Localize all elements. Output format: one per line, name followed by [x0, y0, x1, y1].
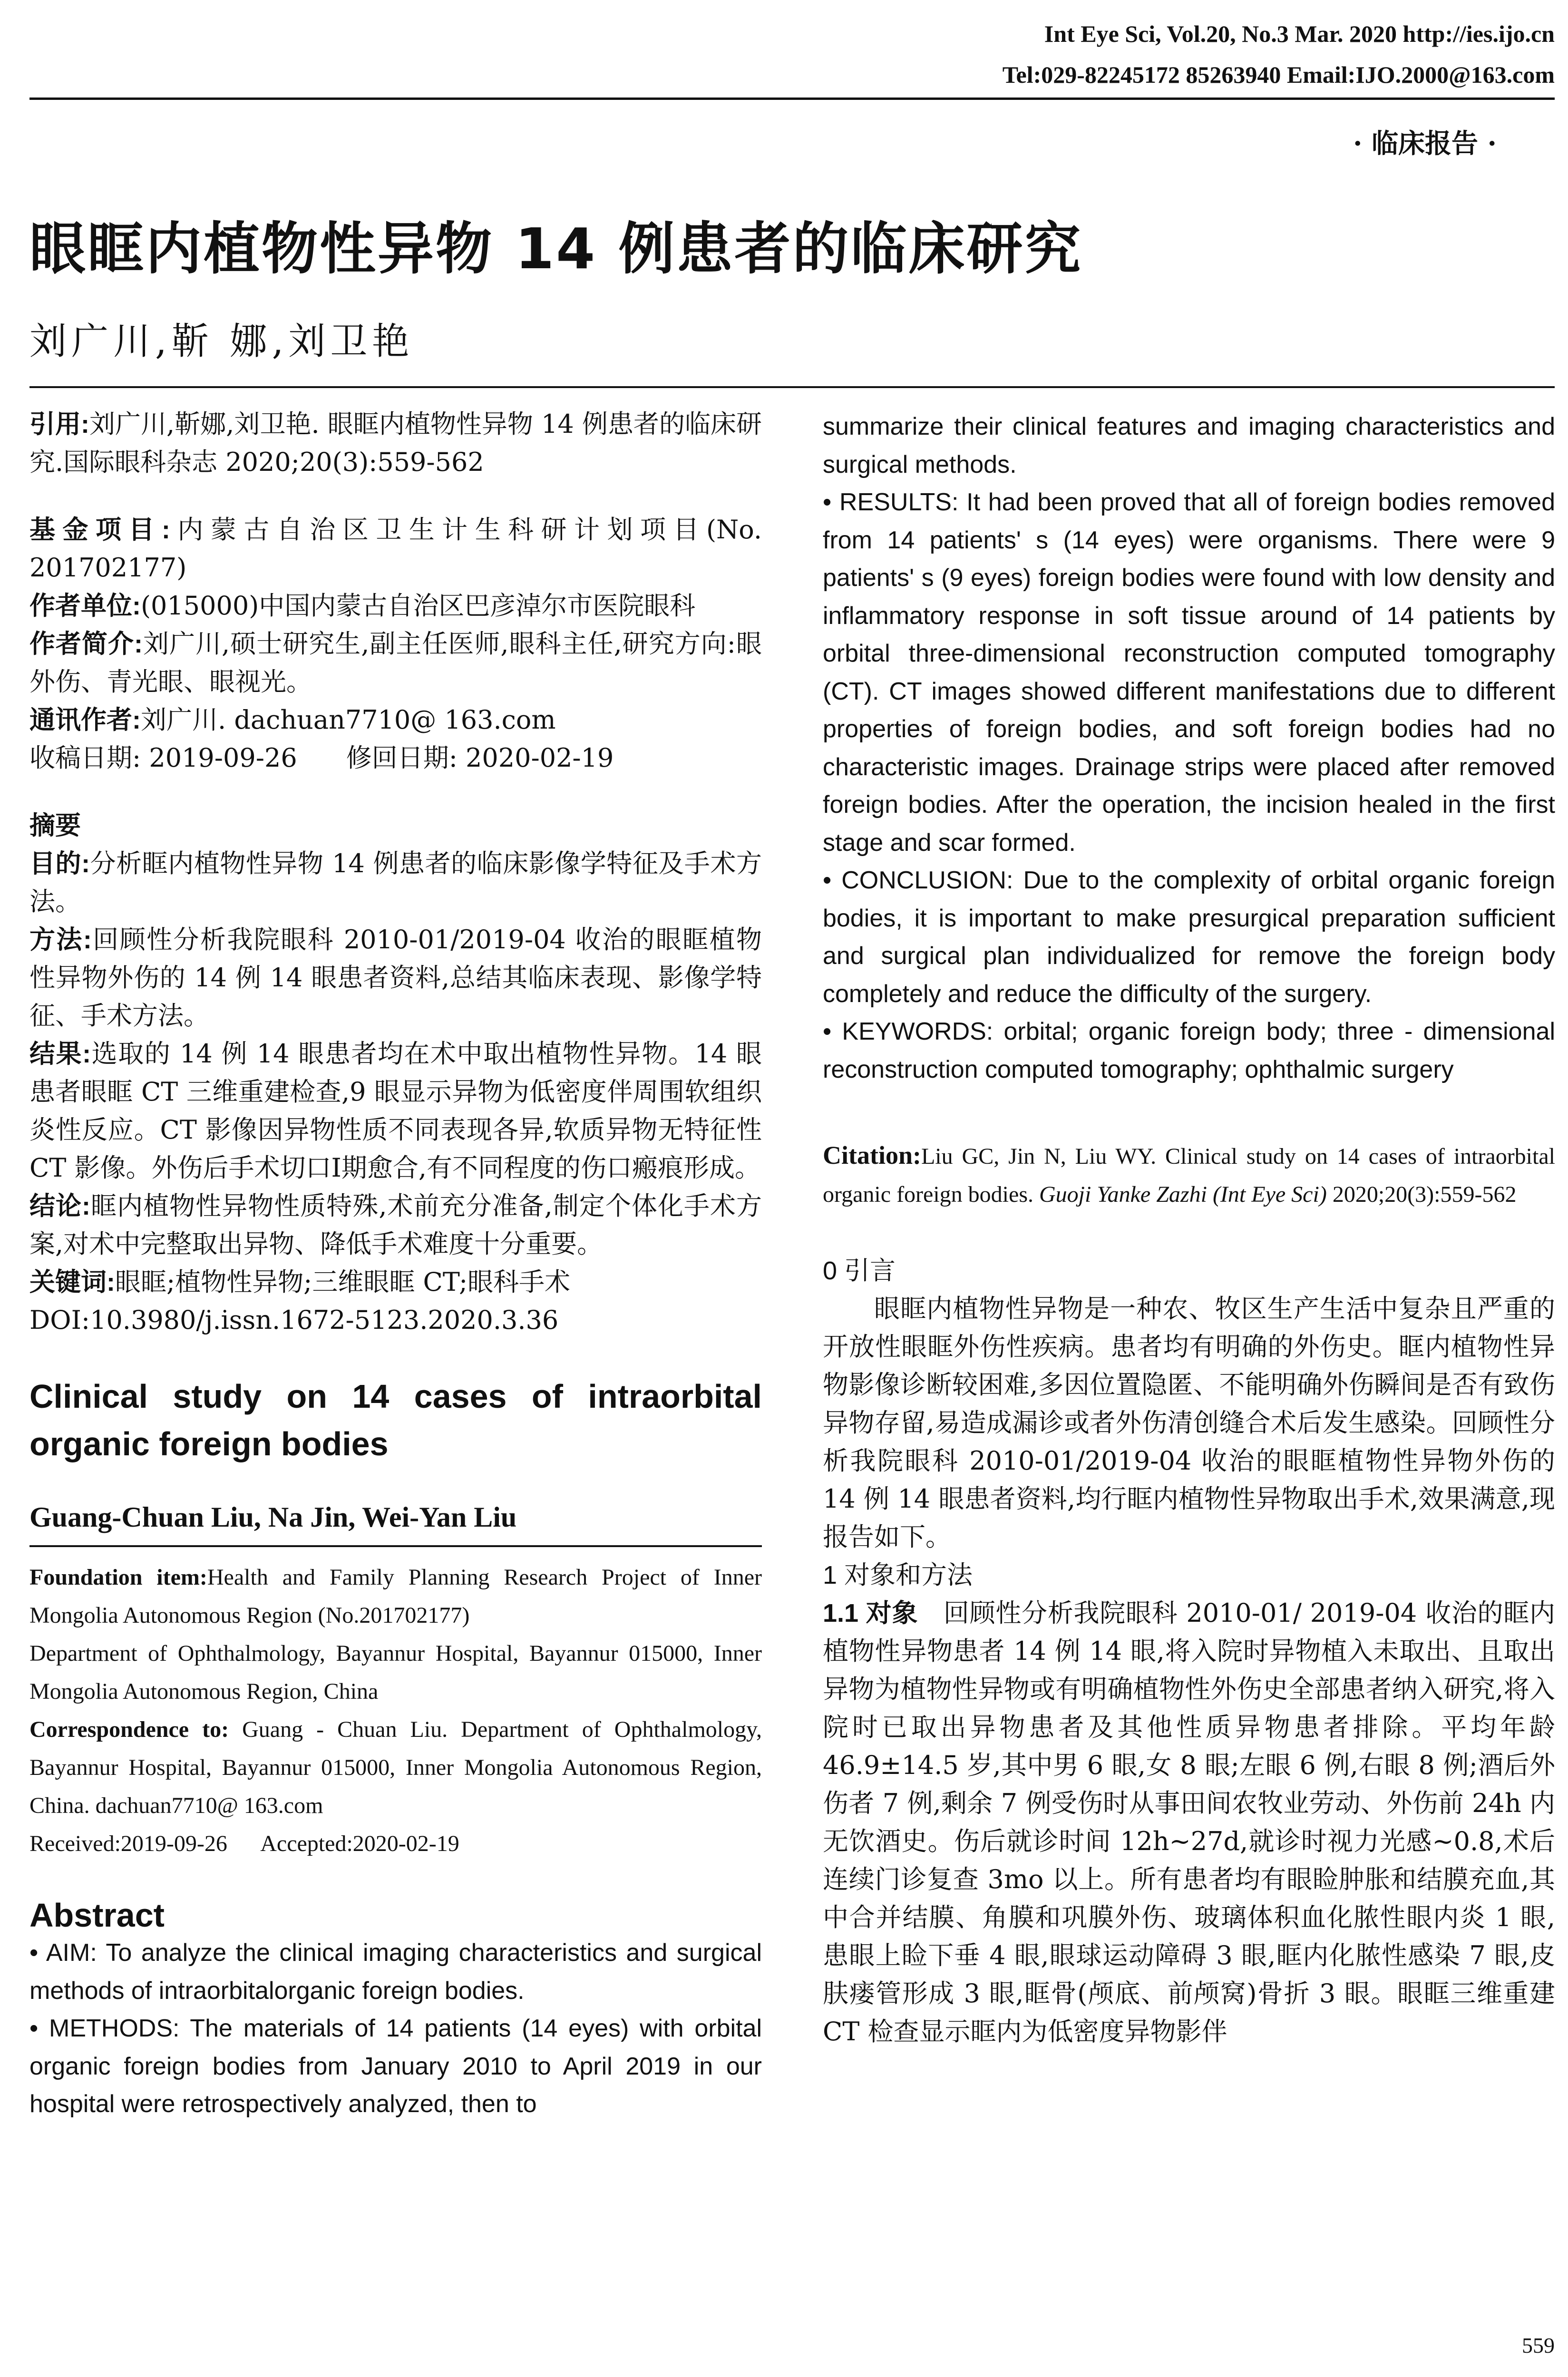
bio-zh: 作者简介:刘广川,硕士研究生,副主任医师,眼科主任,研究方向:眼外伤、青光眼、眼视光。 [29, 629, 762, 697]
corr-zh: 通讯作者:刘广川. dachuan7710@ 163.com [29, 705, 556, 735]
keywords-zh: 关键词:眼眶;植物性异物;三维眼眶 CT;眼科手术 [29, 1267, 571, 1297]
aim-en: • AIM: To analyze the clinical imaging characteristics and surgical methods of intraorbitalorganic foreign bodies. [29, 1939, 762, 2005]
doi: DOI:10.3980/j.issn.1672-5123.2020.3.36 [29, 1305, 559, 1335]
abstract-heading-en: Abstract [29, 1897, 165, 1934]
title-en: Clinical study on 14 cases of intraorbital organic foreign bodies [29, 1378, 762, 1462]
foundation-en: Foundation item:Health and Family Planning Research Project of Inner Mongolia Autonomous Region (No.201702177) [29, 1565, 762, 1628]
authors-zh: 刘广川,靳 娜,刘卫艳 [29, 320, 414, 363]
right-column [823, 408, 1555, 2051]
left-column [29, 405, 762, 2124]
page-number: 559 [1522, 2333, 1555, 2358]
intro-heading: 0 引言 [823, 1257, 896, 1285]
citation-zh: 引用:刘广川,靳娜,刘卫艳. 眼眶内植物性异物 14 例患者的临床研究.国际眼科杂志 2020;20(3):559-562 [29, 409, 762, 477]
fund-zh: 基金项目:内蒙古自治区卫生计生科研计划项目(No. 201702177) [29, 515, 762, 583]
department-en: Department of Ophthalmology, Bayannur Hospital, Bayannur 015000, Inner Mongolia Autonomous Region, China [29, 1641, 762, 1704]
correspondence-en: Correspondence to: Guang - Chuan Liu. Department of Ophthalmology, Bayannur Hospital, Bayannur 015000, Inner Mongolia Autonomous Region, China. dachuan7710@ 163.com [29, 1717, 762, 1818]
dates-zh: 收稿日期: 2019-09-26 修回日期: 2020-02-19 [29, 743, 614, 773]
conclusion-zh: 结论:眶内植物性异物性质特殊,术前充分准备,制定个体化手术方案,对术中完整取出异物、降低手术难度十分重要。 [29, 1191, 762, 1259]
journal-header-line2: Tel:029-82245172 85263940 Email:IJO.2000@163.com [1002, 61, 1555, 88]
abstract-heading-zh: 摘要 [29, 811, 81, 840]
methods-zh: 方法:回顾性分析我院眼科 2010-01/2019-04 收治的眼眶植物性异物外伤的 14 例 14 眼患者资料,总结其临床表现、影像学特征、手术方法。 [29, 925, 762, 1031]
intro-paragraph: 眼眶内植物性异物是一种农、牧区生产生活中复杂且严重的开放性眼眶外伤性疾病。患者均有明确的外伤史。眶内植物性异物影像诊断较困难,多因位置隐匿、不能明确外伤瞬间是否有致伤异物存留,易造成漏诊或者外伤清创缝合术后发生感染。回顾性分析我院眼科 2010-01/2019-04 收治的眼眶植物性异物外伤的 14 例 14 眼患者资料,均行眶内植物性异物取出手术,效果满意,现报告如下。 [823, 1294, 1555, 1552]
title-rule [29, 386, 1555, 388]
conclusion-en: • CONCLUSION: Due to the complexity of orbital organic foreign bodies, it is important to make presurgical preparation sufficient and surgical plan individualized for remove the foreign body completely and reduce the difficulty of the surgery. [823, 867, 1555, 1008]
section11-paragraph: 1.1 对象 回顾性分析我院眼科 2010-01/ 2019-04 收治的眶内植物性异物患者 14 例 14 眼,将入院时异物植入未取出、且取出异物为植物性异物或有明确植物性外伤史全部患者纳入研究,将入院时已取出异物患者及其他性质异物患者排除。平均年龄 46.9±14.5 岁,其中男 6 眼,女 8 眼;左眼 6 例,右眼 8 例;酒后外伤者 7 例,剩余 7 例受伤时从事田间农牧业劳动、外伤前 24h 内无饮酒史。伤后就诊时间 12h~27d,就诊时视力光感~0.8,术后连续门诊复查 3mo 以上。所有患者均有眼睑肿胀和结膜充血,其中合并结膜、角膜和巩膜外伤、玻璃体积血化脓性眼内炎 1 眼,患眼上睑下垂 4 眼,眼球运动障碍 3 眼,眶内化脓性感染 7 眼,皮肤瘘管形成 3 眼,眶骨(颅底、前颅窝)骨折 3 眼。眼眶三维重建 CT 检查显示眶内为低密度异物影伴 [823, 1598, 1555, 2046]
results-zh: 结果:选取的 14 例 14 眼患者均在术中取出植物性异物。14 眼患者眼眶 CT 三维重建检查,9 眼显示异物为低密度伴周围软组织炎性反应。CT 影像因异物性质不同表现各异,软质异物无特征性 CT 影像。外伤后手术切口Ⅰ期愈合,有不同程度的伤口瘢痕形成。 [29, 1039, 762, 1183]
authors-en: Guang-Chuan Liu, Na Jin, Wei-Yan Liu [29, 1501, 517, 1533]
page-title: 眼眶内植物性异物 14 例患者的临床研究 [29, 216, 1083, 282]
section1-heading: 1 对象和方法 [823, 1561, 973, 1589]
keywords-en: • KEYWORDS: orbital; organic foreign body; three - dimensional reconstruction computed tomography; ophthalmic surgery [823, 1018, 1555, 1083]
unit-zh: 作者单位:(015000)中国内蒙古自治区巴彦淖尔市医院眼科 [29, 591, 696, 621]
results-en: • RESULTS: It had been proved that all of foreign bodies removed from 14 patients' s (14 eyes) were organisms. There were 9 patients' s (9 eyes) foreign bodies were found with low density and inflammatory response in soft tissue around of 14 patients by orbital three-dimensional reconstruction computed tomography (CT). CT images showed different manifestations due to different properties of foreign bodies, and soft foreign bodies had no characteristic images. Drainage strips were placed after removed foreign bodies. After the operation, the incision healed in the first stage and scar formed. [823, 488, 1555, 857]
received-en: Received:2019-09-26 Accepted:2020-02-19 [29, 1831, 459, 1856]
methods-en-continued: summarize their clinical features and imaging characteristics and surgical methods. [823, 413, 1555, 478]
section-label: · 临床报告 · [1353, 128, 1497, 159]
header-rule [29, 97, 1555, 100]
methods-en: • METHODS: The materials of 14 patients (14 eyes) with orbital organic foreign bodies from January 2010 to April 2019 in our hospital were retrospectively analyzed, then to [29, 2015, 762, 2118]
aim-zh: 目的:分析眶内植物性异物 14 例患者的临床影像学特征及手术方法。 [29, 848, 762, 916]
journal-header-line1: Int Eye Sci, Vol.20, No.3 Mar. 2020 http://ies.ijo.cn [1044, 20, 1555, 47]
citation-en: Citation:Liu GC, Jin N, Liu WY. Clinical study on 14 cases of intraorbital organic foreign bodies. Guoji Yanke Zazhi (Int Eye Sci) 2020;20(3):559-562 [823, 1141, 1555, 1207]
